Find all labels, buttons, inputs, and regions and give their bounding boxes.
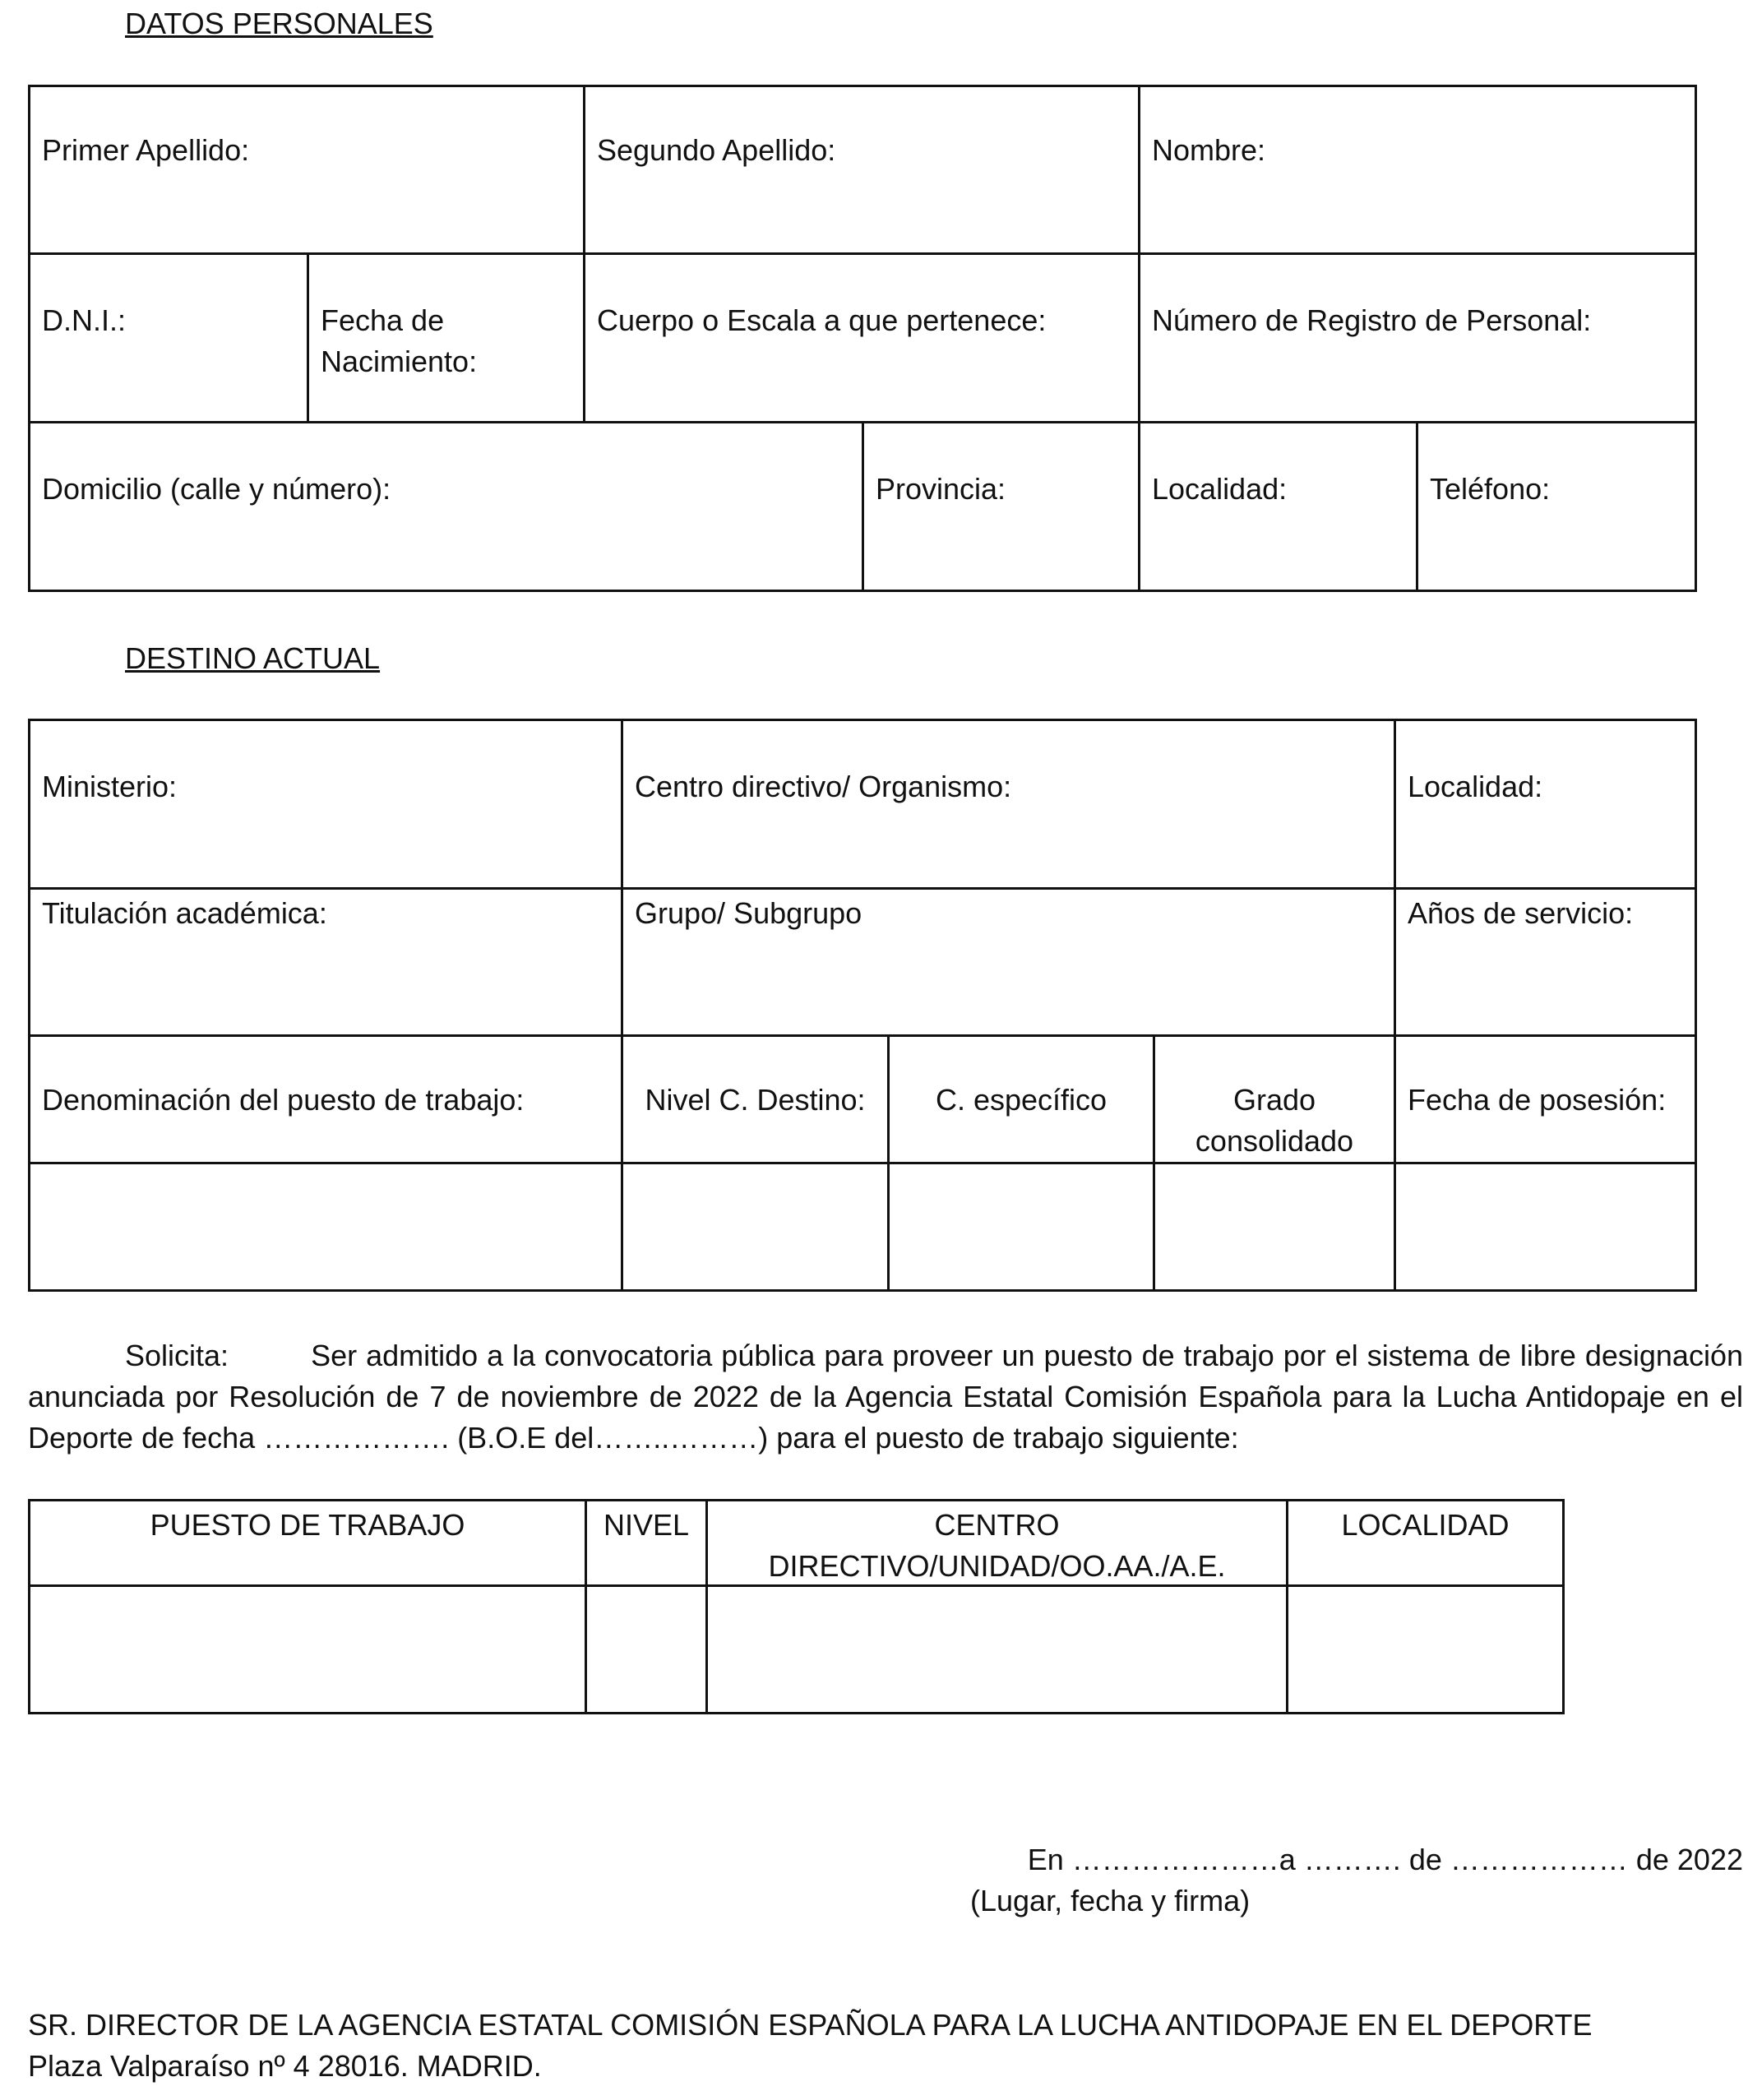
solicita-text: Ser admitido a la convocatoria pública para proveer un puesto de trabajo por el sistema de libre designación anunciada por Resolución de 7 de noviembre de 2022 de la Agencia Estatal Comisión Española para la Lucha Antidopaje en el Deporte de fecha ………………. (B.O.E del……..………) para el puesto de trabajo siguiente: (28, 1339, 1743, 1455)
label-centro-2: DIRECTIVO/UNIDAD/OO.AA./A.E. (768, 1549, 1226, 1583)
label-titulacion: Titulación académica: (42, 896, 327, 930)
label-numero-registro: Número de Registro de Personal: (1152, 303, 1592, 337)
input-denominacion[interactable] (28, 1162, 623, 1292)
label-dni: D.N.I.: (42, 303, 127, 337)
field-grupo-subgrupo[interactable] (621, 887, 1396, 1037)
label-centro-directivo: Centro directivo/ Organismo: (635, 770, 1012, 803)
label-telefono: Teléfono: (1430, 472, 1551, 506)
header-puesto (28, 1499, 587, 1587)
field-domicilio[interactable] (28, 421, 864, 592)
label-c-especifico: C. específico (935, 1083, 1108, 1117)
label-centro-1: CENTRO (934, 1508, 1060, 1542)
field-fecha-nacimiento[interactable] (307, 252, 585, 423)
header-grado-consolidado (1153, 1034, 1396, 1164)
label-fecha-posesion: Fecha de posesión: (1408, 1083, 1667, 1117)
label-nombre: Nombre: (1152, 133, 1266, 167)
label-localidad-puesto: LOCALIDAD (1341, 1508, 1510, 1542)
label-segundo-apellido: Segundo Apellido: (597, 133, 836, 167)
header-nivel (585, 1499, 708, 1587)
field-primer-apellido[interactable] (28, 85, 585, 255)
lugar-fecha-line: En …………………a ………. de ……………… de 2022 (1027, 1843, 1743, 1876)
field-localidad[interactable] (1138, 421, 1418, 592)
label-fecha-nacimiento-1: Fecha de (321, 303, 445, 337)
input-grado-consolidado[interactable] (1153, 1162, 1396, 1292)
label-anos-servicio: Años de servicio: (1408, 896, 1634, 930)
label-cuerpo-escala: Cuerpo o Escala a que pertenece: (597, 303, 1047, 337)
input-centro[interactable] (705, 1584, 1288, 1714)
label-localidad-destino: Localidad: (1408, 770, 1543, 803)
field-nombre[interactable] (1138, 85, 1697, 255)
label-nivel-destino: Nivel C. Destino: (645, 1083, 866, 1117)
destinatario-line-1: SR. DIRECTOR DE LA AGENCIA ESTATAL COMISIÓN ESPAÑOLA PARA LA LUCHA ANTIDOPAJE EN EL DEPORTE (28, 2008, 1593, 2042)
label-ministerio: Ministerio: (42, 770, 178, 803)
label-fecha-nacimiento-2: Nacimiento: (321, 345, 478, 378)
section-title-datos-personales: DATOS PERSONALES (125, 7, 433, 40)
section-title-destino-actual: DESTINO ACTUAL (125, 641, 381, 675)
field-ministerio[interactable] (28, 719, 623, 890)
field-localidad-destino[interactable] (1394, 719, 1697, 890)
label-grado-2: consolidado (1195, 1124, 1354, 1158)
field-numero-registro[interactable] (1138, 252, 1697, 423)
header-denominacion (28, 1034, 623, 1164)
lugar-fecha-firma-note: (Lugar, fecha y firma) (970, 1884, 1251, 1917)
field-anos-servicio[interactable] (1394, 887, 1697, 1037)
input-fecha-posesion[interactable] (1394, 1162, 1697, 1292)
input-nivel[interactable] (585, 1584, 708, 1714)
input-nivel-destino[interactable] (621, 1162, 890, 1292)
label-grado-1: Grado (1232, 1083, 1316, 1117)
label-domicilio: Domicilio (calle y número): (42, 472, 391, 506)
field-cuerpo-escala[interactable] (583, 252, 1140, 423)
header-c-especifico (887, 1034, 1155, 1164)
field-telefono[interactable] (1416, 421, 1697, 592)
label-denominacion: Denominación del puesto de trabajo: (42, 1083, 525, 1117)
input-puesto[interactable] (28, 1584, 587, 1714)
label-grupo-subgrupo: Grupo/ Subgrupo (635, 896, 862, 930)
label-localidad: Localidad: (1152, 472, 1288, 506)
label-provincia: Provincia: (876, 472, 1006, 506)
field-dni[interactable] (28, 252, 309, 423)
input-localidad[interactable] (1286, 1584, 1565, 1714)
field-titulacion[interactable] (28, 887, 623, 1037)
label-nivel: NIVEL (603, 1508, 690, 1542)
header-nivel-destino (621, 1034, 890, 1164)
field-provincia[interactable] (862, 421, 1140, 592)
solicita-label: Solicita: (125, 1339, 229, 1372)
label-puesto: PUESTO DE TRABAJO (150, 1508, 465, 1542)
header-localidad (1286, 1499, 1565, 1587)
field-centro-directivo[interactable] (621, 719, 1396, 890)
solicita-paragraph (28, 1335, 1743, 1459)
header-fecha-posesion (1394, 1034, 1697, 1164)
label-primer-apellido: Primer Apellido: (42, 133, 250, 167)
header-centro (705, 1499, 1288, 1587)
field-segundo-apellido[interactable] (583, 85, 1140, 255)
input-c-especifico[interactable] (887, 1162, 1155, 1292)
destinatario-line-2: Plaza Valparaíso nº 4 28016. MADRID. (28, 2049, 542, 2083)
